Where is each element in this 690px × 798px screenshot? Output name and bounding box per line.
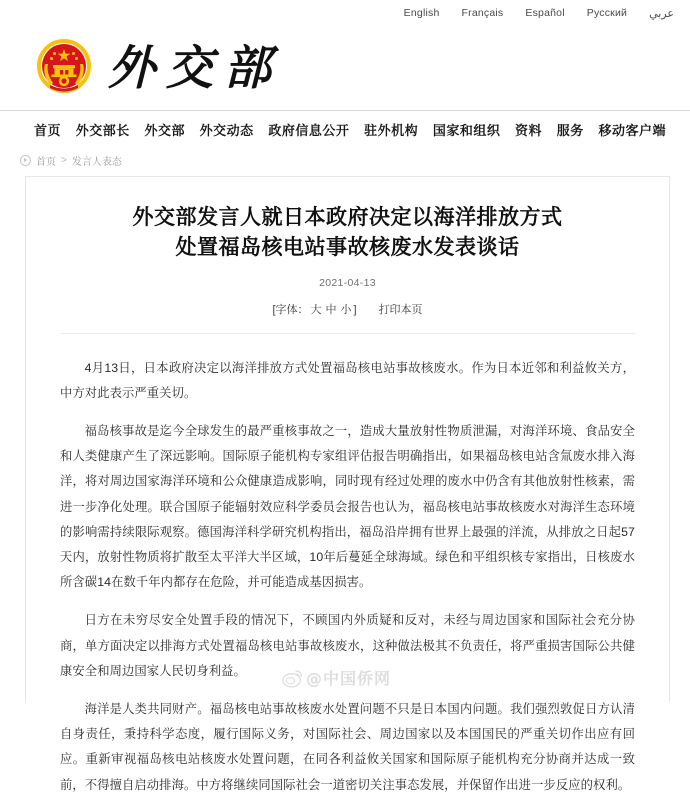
main-navigation xyxy=(0,110,690,147)
language-link-english[interactable]: English xyxy=(403,7,440,19)
font-size-medium-button[interactable]: 中 xyxy=(325,303,337,316)
nav-item-news[interactable]: 外交动态 xyxy=(199,122,254,138)
article-paragraph: 4月13日，日本政府决定以海洋排放方式处置福岛核电站事故核废水。作为日本近邻和利益攸关方，中方对此表示严重关切。 xyxy=(60,360,635,400)
article-divider xyxy=(60,333,635,334)
nav-item-ministry[interactable]: 外交部 xyxy=(144,122,185,138)
article-paragraph: 日方在未穷尽安全处置手段的情况下，不顾国内外质疑和反对，未经与周边国家和国际社会充分协商，单方面决定以排海方式处置福岛核电站事故核废水，这种做法极其不负责任，将严重损害国际公共健康安全和周边国家人民切身利益。 xyxy=(60,613,635,678)
nav-item-missions-abroad[interactable]: 驻外机构 xyxy=(364,122,419,138)
article-tools xyxy=(60,301,635,317)
breadcrumb-home-link[interactable]: 首页 xyxy=(36,157,56,168)
article-title-line-1: 外交部发言人就日本政府决定以海洋排放方式 xyxy=(132,205,563,229)
language-link-espanol[interactable]: Español xyxy=(525,7,565,19)
language-link-francais[interactable]: Français xyxy=(461,7,504,19)
brand-char-3: 部 xyxy=(224,40,270,96)
nav-item-foreign-minister[interactable]: 外交部长 xyxy=(75,122,130,138)
breadcrumb-arrow-icon xyxy=(20,155,31,166)
article-title xyxy=(60,203,635,263)
brand-char-1: 外 xyxy=(108,40,154,96)
language-link-arabic[interactable]: عربي xyxy=(649,7,674,20)
font-size-large-button[interactable]: 大 xyxy=(310,303,322,316)
font-control-label: 字体： xyxy=(275,303,309,316)
brand-char-2: 交 xyxy=(166,40,212,96)
font-size-small-button[interactable]: 小 xyxy=(340,303,352,316)
site-masthead xyxy=(0,26,690,110)
article-body xyxy=(60,356,635,798)
print-page-button[interactable]: 打印本页 xyxy=(378,303,423,316)
article-title-line-2: 处置福岛核电站事故核废水发表谈话 xyxy=(175,234,520,259)
nav-item-resources[interactable]: 资料 xyxy=(515,122,543,138)
site-brand-title[interactable] xyxy=(108,36,282,100)
nav-item-government-info[interactable]: 政府信息公开 xyxy=(268,122,350,138)
nav-item-countries-orgs[interactable]: 国家和组织 xyxy=(432,122,501,138)
watermark-text: @中国侨网 xyxy=(306,668,392,688)
nav-item-services[interactable]: 服务 xyxy=(556,122,584,138)
article-card xyxy=(25,176,670,792)
breadcrumb xyxy=(0,147,690,174)
font-control-bracket-close: ] xyxy=(353,303,357,316)
language-link-russian[interactable]: Русский xyxy=(586,7,628,19)
language-bar xyxy=(0,0,690,26)
font-control-bracket-open: [ xyxy=(272,303,276,316)
article-paragraph: 福岛核事故是迄今全球发生的最严重核事故之一，造成大量放射性物质泄漏，对海洋环境、食品安全和人类健康产生了深远影响。国际原子能机构专家组评估报告明确指出，如果福岛核电站含氚废水排入海洋，将对周边国家海洋环境和公众健康造成影响，同时现有经过处理的废水中仍含有其他放射性核素，需进一步净化处理。联合国原子能辐射效应科学委员会报告也认为，福岛核电站事故核废水对海洋生态环境的影响需持续限际观察。德国海洋科学研究机构指出，福岛沿岸拥有世界上最强的洋流，从排放之日起57天内，放射性物质将扩散至太平洋大半区域，10年后蔓延全球海域。绿色和平组织核专家指出，日核废水所含碳14在数千年内都存在危险，并可能造成基因损害。 xyxy=(60,424,635,590)
nav-item-mobile-client[interactable]: 移动客户端 xyxy=(598,122,666,138)
prc-national-emblem-icon[interactable] xyxy=(34,38,94,98)
article-date: 2021-04-13 xyxy=(319,276,376,289)
breadcrumb-separator: > xyxy=(61,155,67,166)
breadcrumb-current: 发言人表态 xyxy=(71,157,122,168)
font-size-control xyxy=(272,301,356,317)
nav-item-home[interactable]: 首页 xyxy=(34,122,62,138)
article-paragraph: 海洋是人类共同财产。福岛核电站事故核废水处置问题不只是日本国内问题。我们强烈敦促日方认清自身责任，秉持科学态度，履行国际义务，对国际社会、周边国家以及本国国民的严重关切作出应有回应。重新审视福岛核电站核废水处置问题，在同各利益攸关国家和国际原子能机构充分协商并达成一致前，不得擅自启动排海。中方将继续同国际社会一道密切关注事态发展，并保留作出进一步反应的权利。 xyxy=(60,702,635,792)
